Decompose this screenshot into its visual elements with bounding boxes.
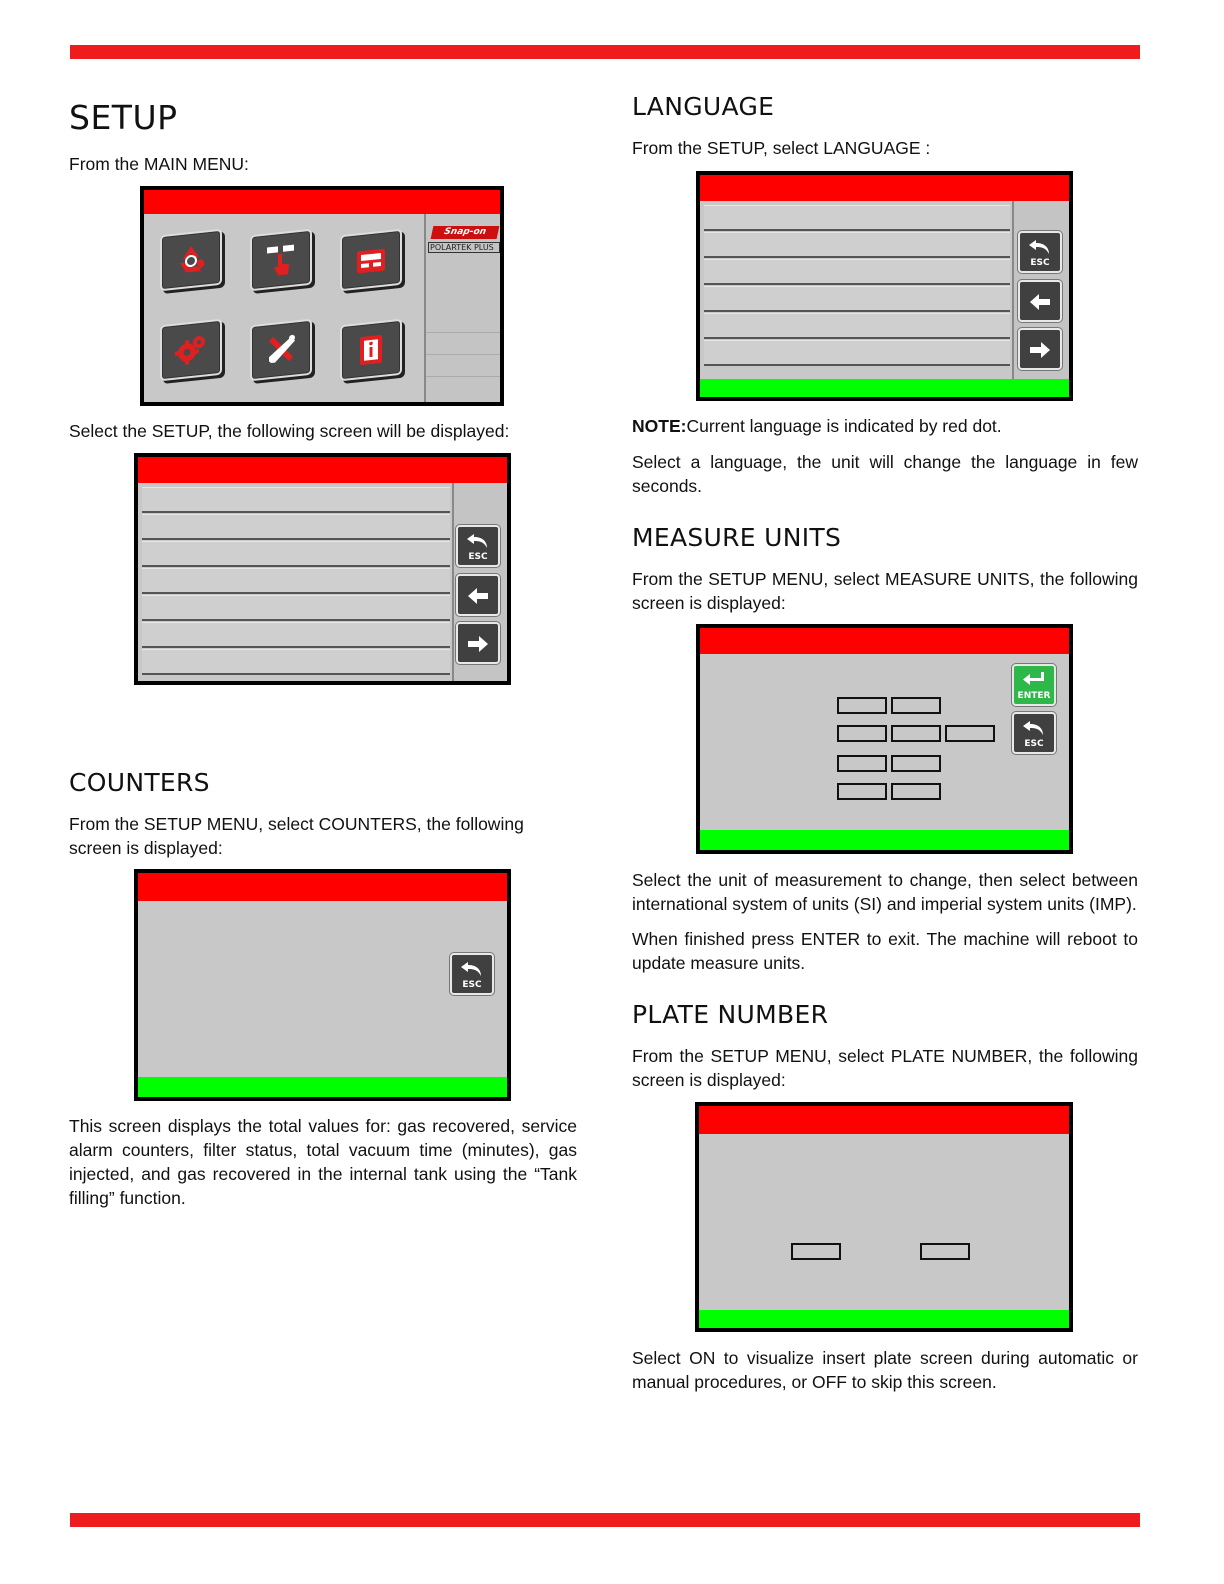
right-arrow-button[interactable] <box>1018 328 1062 370</box>
setup-after-text: Select the SETUP, the following screen will be displayed: <box>69 421 510 441</box>
unit-field[interactable] <box>837 783 887 800</box>
screen-footer-bar <box>699 1310 1069 1328</box>
info-tile[interactable] <box>340 319 402 382</box>
back-arrow-icon <box>1021 719 1047 737</box>
unit-field[interactable] <box>945 725 995 742</box>
arrow-right-icon <box>1028 340 1052 360</box>
back-arrow-icon <box>459 960 485 978</box>
unit-field[interactable] <box>837 755 887 772</box>
screen-header-bar <box>699 1106 1069 1134</box>
unit-field[interactable] <box>837 725 887 742</box>
manual-hand-icon <box>261 238 301 282</box>
setup-gears-icon <box>171 328 211 372</box>
measure-units-intro: From the SETUP MENU, select MEASURE UNITS, the following screen is displayed: <box>632 569 1138 613</box>
language-item[interactable] <box>704 232 1010 258</box>
unit-field[interactable] <box>891 725 941 742</box>
list-item[interactable] <box>142 568 450 594</box>
screen-header-bar <box>700 175 1069 201</box>
enter-arrow-icon <box>1021 670 1047 690</box>
plate-number-screen <box>695 1102 1073 1332</box>
machine-tile[interactable] <box>340 229 402 292</box>
manual-tile[interactable] <box>250 229 312 292</box>
language-note <box>632 414 1002 438</box>
info-book-icon <box>351 328 391 372</box>
unit-field[interactable] <box>891 755 941 772</box>
language-intro: From the SETUP, select LANGUAGE : <box>632 138 931 158</box>
tools-tile[interactable] <box>250 319 312 382</box>
note-label: NOTE: <box>632 416 687 436</box>
bottom-rule <box>70 1513 1140 1527</box>
right-arrow-button[interactable] <box>456 622 500 664</box>
setup-tile[interactable] <box>160 319 222 382</box>
screen-header-bar <box>144 190 500 214</box>
language-item[interactable] <box>704 286 1010 312</box>
measure-units-body1: Select the unit of measurement to change, then select between international system of units (SI) and imperial system units (IMP). <box>632 870 1138 914</box>
list-item[interactable] <box>142 595 450 621</box>
plate-number-body: Select ON to visualize insert plate screen during automatic or manual procedures, or OFF to skip this screen. <box>632 1348 1138 1392</box>
note-text: Current language is indicated by red dot. <box>686 416 1002 436</box>
recycle-tile[interactable] <box>160 229 222 292</box>
esc-button[interactable]: ESC <box>1018 231 1062 273</box>
language-item[interactable] <box>704 313 1010 339</box>
list-item[interactable] <box>142 514 450 540</box>
off-option-field[interactable] <box>920 1243 970 1260</box>
left-arrow-button[interactable] <box>1018 280 1062 322</box>
left-arrow-button[interactable] <box>456 574 500 616</box>
polartek-logo: POLARTEK PLUS <box>428 242 500 253</box>
machine-icon <box>351 238 391 282</box>
unit-field[interactable] <box>891 697 941 714</box>
plate-number-heading: PLATE NUMBER <box>632 1000 829 1029</box>
list-item[interactable] <box>142 622 450 648</box>
language-item[interactable] <box>704 340 1010 366</box>
language-screen <box>696 171 1073 401</box>
arrow-left-icon <box>1028 292 1052 312</box>
unit-field[interactable] <box>837 697 887 714</box>
language-heading: LANGUAGE <box>632 92 775 121</box>
setup-heading: SETUP <box>69 98 178 137</box>
counters-heading: COUNTERS <box>69 768 210 797</box>
snap-on-logo: Snap-on <box>431 226 500 239</box>
setup-intro: From the MAIN MENU: <box>69 154 249 174</box>
screen-header-bar <box>138 873 507 901</box>
list-item[interactable] <box>142 487 450 513</box>
esc-button[interactable]: ESC <box>1012 712 1056 754</box>
screen-footer-bar <box>138 1077 507 1097</box>
screen-footer-bar <box>700 379 1069 397</box>
screen-footer-bar <box>700 830 1069 850</box>
screen-header-bar <box>700 628 1069 654</box>
recycle-icon <box>171 238 211 282</box>
language-item[interactable] <box>704 259 1010 285</box>
back-arrow-icon <box>465 532 491 550</box>
brand-column <box>424 214 500 402</box>
on-option-field[interactable] <box>791 1243 841 1260</box>
plate-number-intro: From the SETUP MENU, select PLATE NUMBER, the following screen is displayed: <box>632 1046 1138 1090</box>
esc-button[interactable]: ESC <box>456 525 500 567</box>
tools-icon <box>261 328 301 372</box>
arrow-left-icon <box>466 586 490 606</box>
measure-units-heading: MEASURE UNITS <box>632 523 842 552</box>
esc-button[interactable]: ESC <box>450 953 494 995</box>
counters-screen <box>134 869 511 1101</box>
list-item[interactable] <box>142 541 450 567</box>
arrow-right-icon <box>466 634 490 654</box>
main-menu-screen <box>140 186 504 406</box>
language-item[interactable] <box>704 205 1010 231</box>
list-item[interactable] <box>142 649 450 675</box>
screen-header-bar <box>138 457 507 483</box>
measure-units-screen <box>696 624 1073 854</box>
language-body: Select a language, the unit will change the language in few seconds. <box>632 452 1138 496</box>
back-arrow-icon <box>1027 238 1053 256</box>
enter-button[interactable]: ENTER <box>1012 664 1056 706</box>
top-rule <box>70 45 1140 59</box>
unit-field[interactable] <box>891 783 941 800</box>
setup-menu-screen <box>134 453 511 685</box>
counters-body: This screen displays the total values for: gas recovered, service alarm counters, filter status, total vacuum time (minutes), gas injected, and gas recovered in the internal tank using the “Tank filling” function. <box>69 1116 577 1208</box>
counters-intro: From the SETUP MENU, select COUNTERS, the following screen is displayed: <box>69 814 524 858</box>
measure-units-body2: When finished press ENTER to exit. The machine will reboot to update measure units. <box>632 929 1138 973</box>
